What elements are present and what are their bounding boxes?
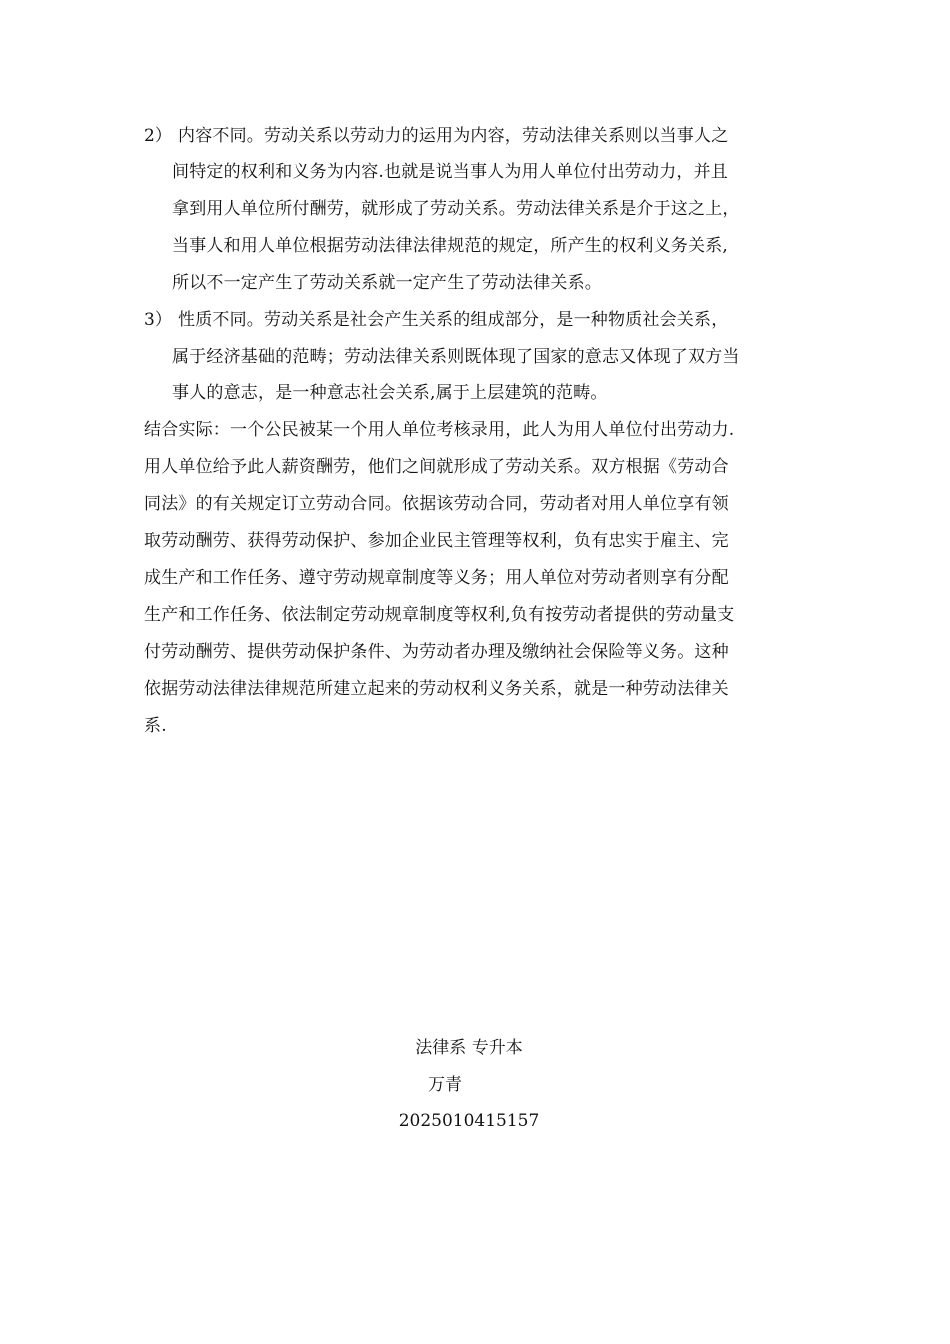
footer-name: 万青 bbox=[428, 1075, 462, 1095]
practice-line-3: 同法》的有关规定订立劳动合同。依据该劳动合同，劳动者对用人单位享有领 bbox=[144, 494, 729, 514]
item-3-line-2: 属于经济基础的范畴；劳动法律关系则既体现了国家的意志又体现了双方当 bbox=[172, 347, 740, 367]
practice-line-7: 付劳动酬劳、提供劳动保护条件、为劳动者办理及缴纳社会保险等义务。这种 bbox=[144, 642, 729, 662]
practice-line-5: 成生产和工作任务、遵守劳动规章制度等义务；用人单位对劳动者则享有分配 bbox=[144, 568, 729, 588]
item-3-line-1: 性质不同。劳动关系是社会产生关系的组成部分，是一种物质社会关系， bbox=[178, 310, 729, 330]
practice-line-8: 依据劳动法律法律规范所建立起来的劳动权利义务关系，就是一种劳动法律关 bbox=[144, 679, 729, 699]
practice-line-1: 结合实际：一个公民被某一个用人单位考核录用，此人为用人单位付出劳动力. bbox=[144, 420, 735, 440]
practice-line-2: 用人单位给予此人薪资酬劳，他们之间就形成了劳动关系。双方根据《劳动合 bbox=[144, 457, 729, 477]
practice-line-4: 取劳动酬劳、获得劳动保护、参加企业民主管理等权利，负有忠实于雇主、完 bbox=[144, 531, 729, 551]
footer-department: 法律系 专升本 bbox=[415, 1038, 523, 1058]
item-3-number: 3） bbox=[144, 310, 172, 330]
item-2-number: 2） bbox=[144, 126, 172, 146]
item-2-line-1: 内容不同。劳动关系以劳动力的运用为内容，劳动法律关系则以当事人之 bbox=[178, 126, 729, 146]
footer-student-id: 2025010415157 bbox=[398, 1111, 540, 1131]
practice-line-6: 生产和工作任务、依法制定劳动规章制度等权利,负有按劳动者提供的劳动量支 bbox=[144, 605, 735, 625]
item-2-line-5: 所以不一定产生了劳动关系就一定产生了劳动法律关系。 bbox=[172, 273, 602, 293]
practice-line-9: 系. bbox=[144, 716, 167, 736]
item-2-line-3: 拿到用人单位所付酬劳，就形成了劳动关系。劳动法律关系是介于这之上， bbox=[172, 199, 740, 219]
item-3-line-3: 事人的意志，是一种意志社会关系,属于上层建筑的范畴。 bbox=[172, 383, 608, 403]
item-2-line-2: 间特定的权利和义务为内容.也就是说当事人为用人单位付出劳动力，并且 bbox=[172, 162, 729, 182]
item-2-line-4: 当事人和用人单位根据劳动法律法律规范的规定，所产生的权利义务关系, bbox=[172, 236, 729, 256]
